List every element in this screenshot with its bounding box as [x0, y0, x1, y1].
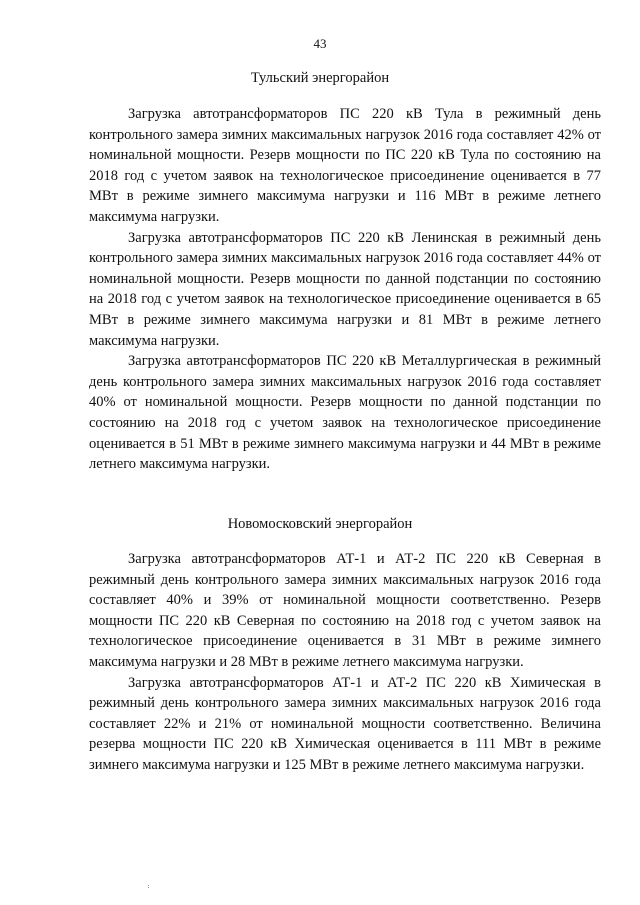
page-number: 43	[313, 36, 327, 51]
paragraph: Загрузка автотрансформаторов ПС 220 кВ Металлургическая в режимный день контрольного замера зимних максимальных нагрузок 2016 года составляет 40% от номинальной мощности. Резерв мощности по данной подстанции по состоянию на 2018 год с учетом заявок на технологическое присоединение оценивается в 51 МВт в режиме зимнего максимума нагрузки и 44 МВт в режиме летнего максимума нагрузки.	[89, 353, 601, 473]
scan-artifact-mark	[148, 885, 152, 888]
paragraph: Загрузка автотрансформаторов АТ-1 и АТ-2 ПС 220 кВ Химическая в режимный день контрольного замера зимних максимальных нагрузок 2016 года составляет 22% и 21% от номинальной мощности соответственно. Величина резерва мощности ПС 220 кВ Химическая оценивается в 111 МВт в режиме зимнего максимума нагрузки и 125 МВт в режиме летнего максимума нагрузки.	[89, 674, 601, 773]
section-novomoskovsk	[89, 549, 601, 776]
paragraph: Загрузка автотрансформаторов АТ-1 и АТ-2 ПС 220 кВ Северная в режимный день контрольного замера зимних максимальных нагрузок 2016 года составляет 40% и 39% от номинальной мощности соответственно. Резерв мощности ПС 220 кВ Северная по состоянию на 2018 год с учетом заявок на технологическое присоединение оценивается в 31 МВт в режиме зимнего максимума нагрузки и 28 МВт в режиме летнего максимума нагрузки.	[89, 551, 601, 670]
section-title-tula: Тульский энергорайон	[250, 70, 390, 86]
section-tula	[89, 104, 601, 475]
section-title-novomoskovsk: Новомосковский энергорайон	[227, 516, 413, 532]
paragraph: Загрузка автотрансформаторов ПС 220 кВ Ленинская в режимный день контрольного замера зимних максимальных нагрузок 2016 года составляет 44% от номинальной мощности. Резерв мощности по данной подстанции по состоянию на 2018 год с учетом заявок на технологическое присоединение оценивается в 65 МВт в режиме зимнего максимума нагрузки и 81 МВт в режиме летнего максимума нагрузки.	[89, 229, 601, 349]
paragraph: Загрузка автотрансформаторов ПС 220 кВ Тула в режимный день контрольного замера зимних максимальных нагрузок 2016 года составляет 42% от номинальной мощности. Резерв мощности по ПС 220 кВ Тула по состоянию на 2018 год с учетом заявок на технологическое присоединение оценивается в 77 МВт в режиме зимнего максимума нагрузки и 116 МВт в режиме летнего максимума нагрузки.	[89, 106, 601, 225]
